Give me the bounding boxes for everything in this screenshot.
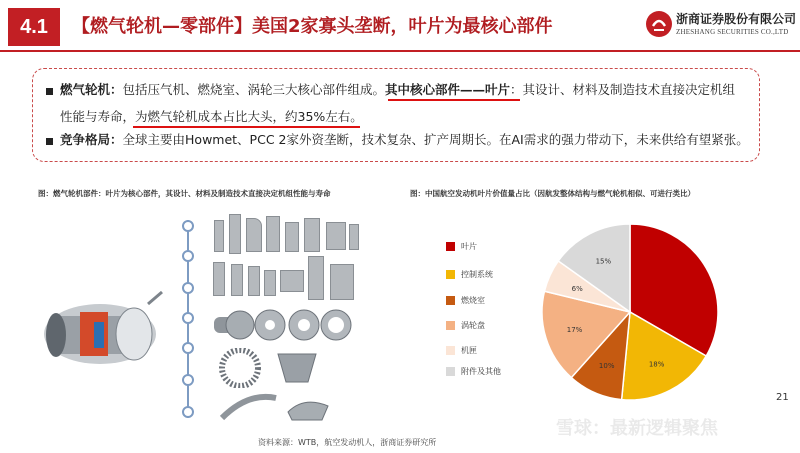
legend-item: [446, 320, 485, 331]
blade-part: [285, 222, 299, 252]
blade-part: [349, 224, 359, 250]
legend-label: 燃烧室: [461, 296, 485, 305]
nozzle-ring: [216, 348, 336, 388]
casing-parts: [218, 392, 338, 424]
page-title: 【燃气轮机—零部件】美国2家寡头垄断，叶片为最核心部件: [72, 16, 553, 37]
watermark: 雪球：最新逻辑聚焦: [556, 418, 718, 439]
bullet-1-line-1: [60, 80, 735, 98]
pie-data-label: 17%: [566, 326, 583, 335]
bullet-1-line-2: [60, 107, 363, 125]
legend-label: 控制系统: [461, 270, 493, 279]
header-divider: [0, 50, 800, 52]
blade-part: [248, 266, 260, 296]
pie-data-label: 18%: [648, 360, 665, 369]
highlight-underline: [388, 99, 520, 101]
pie-chart: [540, 222, 720, 402]
gas-turbine-image: [36, 282, 164, 380]
blade-part: [304, 218, 320, 252]
timeline-node: [182, 312, 194, 324]
legend-swatch: [446, 242, 455, 251]
bullet-1-label: 燃气轮机：: [60, 82, 123, 97]
logo-text-cn: 浙商证券股份有限公司: [676, 12, 797, 26]
timeline-node: [182, 250, 194, 262]
legend-item: [446, 345, 477, 356]
legend-swatch: [446, 270, 455, 279]
blade-part: [264, 270, 276, 296]
bullet-2: [60, 130, 749, 148]
timeline-node: [182, 342, 194, 354]
legend-swatch: [446, 346, 455, 355]
blade-part: [246, 218, 262, 252]
left-figure-caption: 图：燃气轮机部件：叶片为核心部件，其设计、材料及制造技术直接决定机组性能与寿命: [38, 189, 331, 198]
source-note: 资料来源：WTB，航空发动机人，浙商证券研究所: [258, 438, 437, 447]
turbine-discs: [212, 305, 372, 345]
page-number: 21: [776, 392, 789, 403]
logo-text-en: ZHESHANG SECURITIES CO.,LTD: [676, 28, 789, 36]
bullet-1-text-c: 性能与寿命，: [60, 109, 136, 124]
blade-part: [330, 264, 354, 300]
bullet-2-text: 全球主要由Howmet、PCC 2家外资垄断，技术复杂、扩产周期长。在AI需求的强力带动下，未来供给有望紧张。: [122, 132, 749, 147]
blade-part: [229, 214, 241, 254]
timeline-node: [182, 406, 194, 418]
pie-data-label: 6%: [571, 284, 583, 293]
timeline-node: [182, 374, 194, 386]
blade-part: [308, 256, 324, 300]
legend-label: 附件及其他: [461, 367, 501, 376]
legend-label: 叶片: [461, 242, 477, 251]
legend-item: [446, 366, 501, 377]
bullet-1-text-a: 包括压气机、燃烧室、涡轮三大核心部件组成。: [122, 82, 386, 97]
blade-part: [280, 270, 304, 292]
bullet-2-label: 竞争格局：: [60, 132, 123, 147]
bullet-1-text-b: ：其设计、材料及制造技术直接决定机组: [510, 82, 736, 97]
blade-part: [213, 262, 225, 296]
blade-part: [231, 264, 243, 296]
bullet-1-text-d: 为燃气轮机成本占比大头，约35%左右。: [135, 109, 363, 124]
blade-part: [266, 216, 280, 252]
bullet-1-highlight: 其中核心部件——叶片: [385, 82, 511, 97]
blade-part: [326, 222, 346, 250]
timeline-node: [182, 220, 194, 232]
blade-part: [214, 220, 224, 252]
legend-swatch: [446, 367, 455, 376]
pie-data-label: 15%: [595, 257, 612, 266]
legend-label: 机匣: [461, 346, 477, 355]
legend-item: [446, 295, 485, 306]
legend-label: 涡轮盘: [461, 321, 485, 330]
logo-icon: [646, 11, 672, 37]
section-badge: 4.1: [8, 8, 60, 46]
timeline-node: [182, 282, 194, 294]
right-figure-caption: 图：中国航空发动机叶片价值量占比（因航发整体结构与燃气轮机相似、可进行类比）: [410, 189, 695, 198]
pie-data-label: 10%: [598, 362, 615, 371]
bullet-marker: [46, 88, 53, 95]
legend-item: [446, 269, 493, 280]
legend-swatch: [446, 321, 455, 330]
legend-item: [446, 241, 477, 252]
company-logo: [646, 9, 796, 43]
bullet-marker: [46, 138, 53, 145]
highlight-underline: [133, 126, 360, 128]
legend-swatch: [446, 296, 455, 305]
